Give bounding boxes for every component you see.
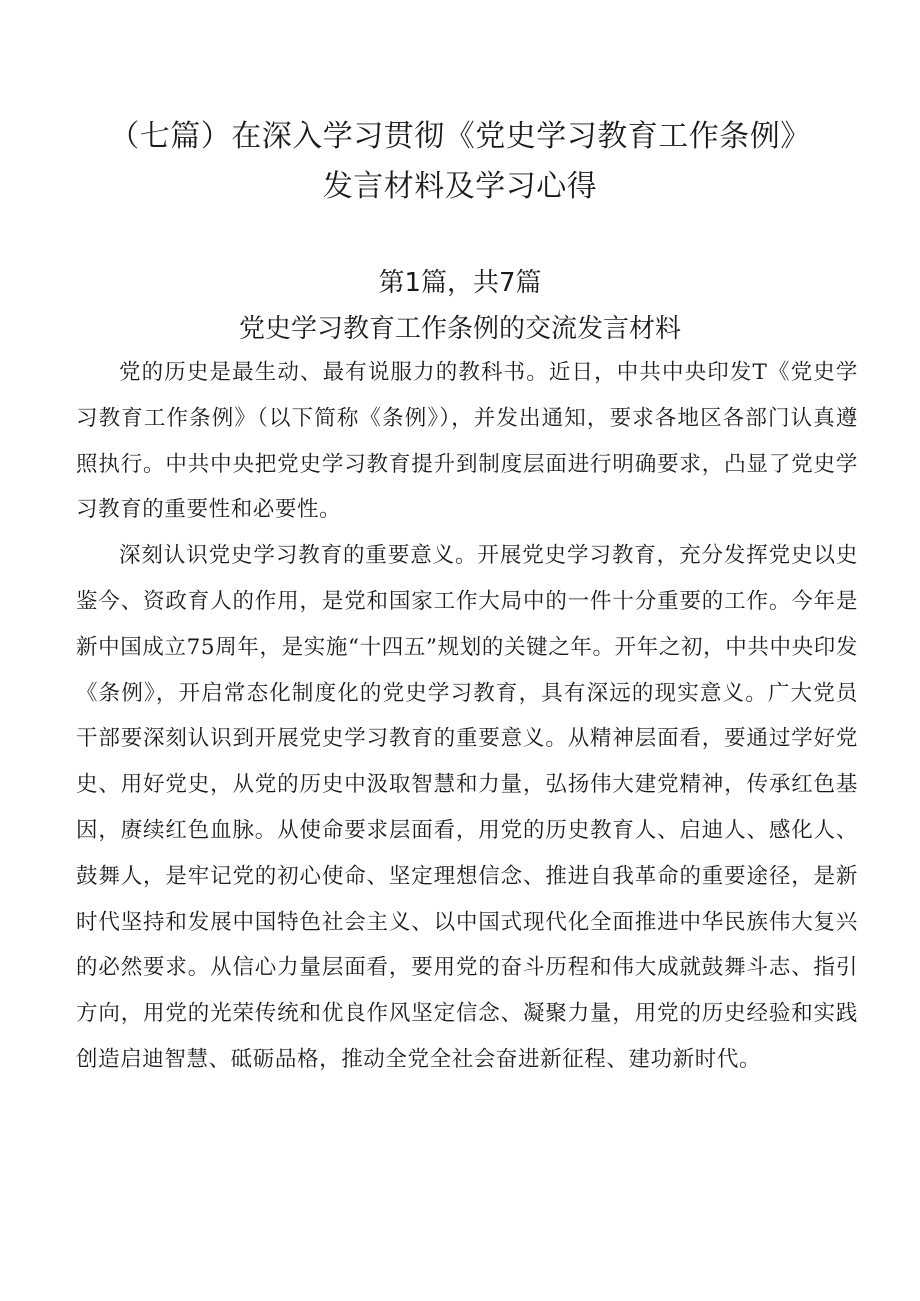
paragraph-2: 深刻认识党史学习教育的重要意义。开展党史学习教育，充分发挥党史以史鉴今、资政育人的作用，是党和国家工作大局中的一件十分重要的工作。今年是新中国成立75周年，是实施“十四五”规划的关键之年。开年之初，中共中央印发《条例》，开启常态化制度化的党史学习教育，具有深远的现实意义。广大党员干部要深刻认识到开展党史学习教育的重要意义。从精神层面看，要通过学好党史、用好党史，从党的历史中汲取智慧和力量，弘扬伟大建党精神，传承红色基因，赓续红色血脉。从使命要求层面看，用党的历史教育人、启迪人、感化人、鼓舞人，是牢记党的初心使命、坚定理想信念、推进自我革命的重要途径，是新时代坚持和发展中国特色社会主义、以中国式现代化全面推进中华民族伟大复兴的必然要求。从信心力量层面看，要用党的奋斗历程和伟大成就鼓舞斗志、指引方向，用党的光荣传统和优良作风坚定信念、凝聚力量，用党的历史经验和实践创造启迪智慧、砥砺品格，推动全党全社会奋进新征程、建功新时代。 [76, 543, 858, 1072]
paragraph-1: 党的历史是最生动、最有说服力的教科书。近日，中共中央印发T《党史学习教育工作条例》（以下简称《条例》），并发出通知，要求各地区各部门认真遵照执行。中共中央把党史学习教育提升到制度层面进行明确要求，凸显了党史学习教育的重要性和必要性。 [76, 360, 858, 523]
document-title-line-1: （七篇）在深入学习贯彻《党史学习教育工作条例》 [109, 119, 811, 154]
document-title-line-2: 发言材料及学习心得 [322, 169, 598, 204]
section-title: 党史学习教育工作条例的交流发言材料 [238, 314, 681, 344]
part-label: 第1篇，共7篇 [378, 268, 542, 298]
body-text [76, 350, 858, 1083]
document-title [60, 112, 860, 212]
